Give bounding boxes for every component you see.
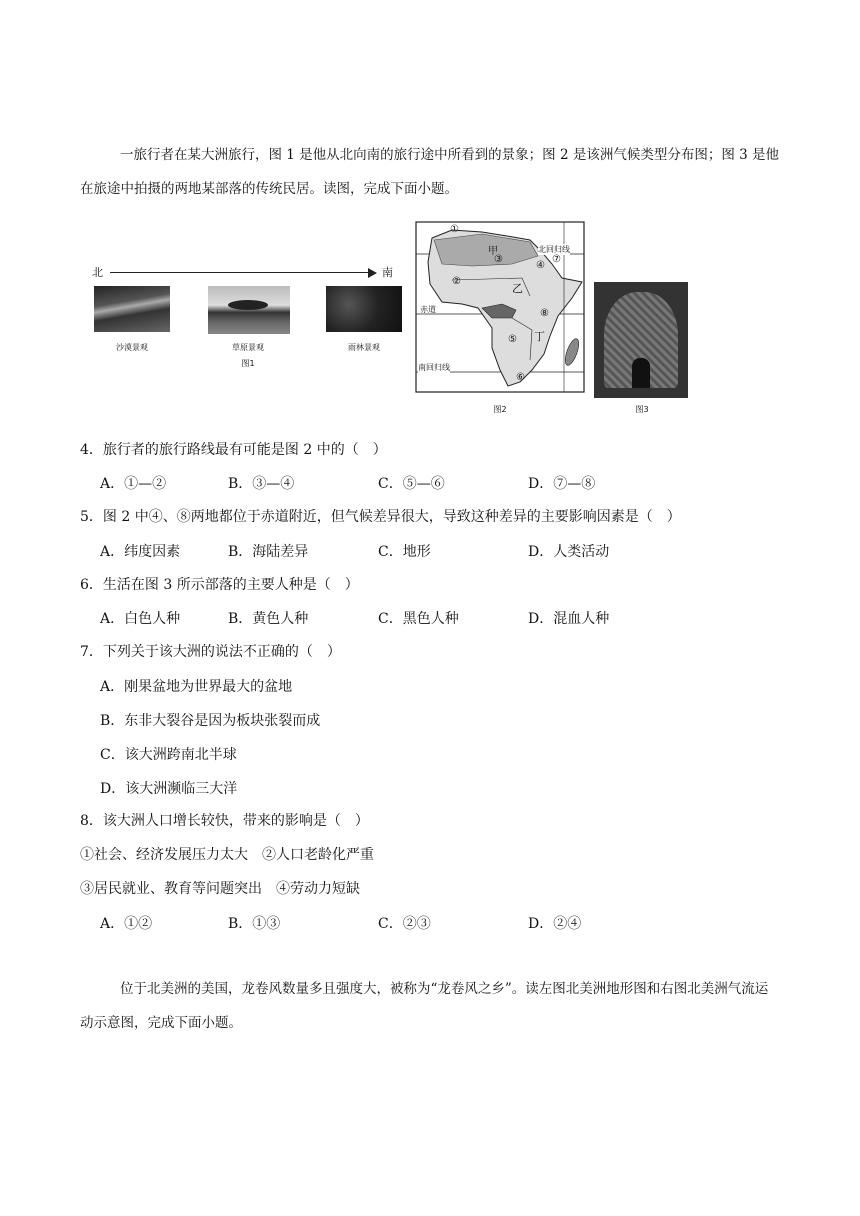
q7-option-b[interactable]: B．东非大裂谷是因为板块张裂而成 (100, 713, 321, 729)
q5-option-c[interactable]: C．地形 (378, 544, 431, 560)
marker-7: ⑦ (552, 254, 561, 265)
q8-option-a[interactable]: A．①② (100, 916, 153, 932)
figure-1-label: 图1 (241, 359, 255, 368)
region-yi-label: 乙 (512, 282, 523, 295)
q6-option-a[interactable]: A．白色人种 (100, 611, 181, 627)
rainforest-photo (326, 286, 402, 332)
figure-1 (92, 262, 402, 382)
q8-option-b[interactable]: B．①③ (228, 916, 281, 932)
figure-3 (594, 282, 690, 418)
north-label: 北 (92, 266, 103, 279)
hut-photo (594, 282, 688, 398)
marker-6: ⑥ (516, 372, 525, 383)
marker-5: ⑤ (508, 334, 517, 345)
question-7-stem: 7．下列关于该大洲的说法不正确的（ ） (80, 644, 341, 660)
figure-3-label: 图3 (635, 405, 649, 414)
south-label: 南 (382, 266, 393, 279)
marker-8: ⑧ (540, 308, 549, 319)
grassland-photo (208, 286, 290, 334)
figure-2 (412, 220, 588, 418)
region-jia-label: 甲 (488, 246, 498, 257)
q5-option-d[interactable]: D．人类活动 (528, 544, 610, 560)
q7-option-d[interactable]: D．该大洲濒临三大洋 (100, 781, 238, 797)
q5-option-a[interactable]: A．纬度因素 (100, 544, 181, 560)
figure-2-label: 图2 (493, 405, 507, 414)
q7-option-c[interactable]: C．该大洲跨南北半球 (100, 747, 237, 763)
equator-label: 赤道 (420, 305, 436, 314)
q8-statement-line-1: ①社会、经济发展压力太大 ②人口老龄化严重 (80, 847, 374, 863)
marker-3: ③ (494, 254, 503, 265)
q6-option-c[interactable]: C．黑色人种 (378, 611, 459, 627)
marker-4: ④ (536, 260, 545, 271)
q8-option-d[interactable]: D．②④ (528, 916, 582, 932)
tropic-south-label: 南回归线 (418, 363, 450, 372)
q4-option-d[interactable]: D．⑦—⑧ (528, 476, 596, 492)
question-6-stem: 6．生活在图 3 所示部落的主要人种是（ ） (80, 577, 359, 593)
question-8-stem: 8．该大洲人口增长较快，带来的影响是（ ） (80, 813, 369, 829)
arrow-head-icon (368, 268, 377, 278)
grassland-caption: 草原景观 (232, 343, 264, 352)
q6-option-d[interactable]: D．混血人种 (528, 611, 610, 627)
q7-option-a[interactable]: A．刚果盆地为世界最大的盆地 (100, 679, 293, 695)
marker-1: ① (450, 224, 459, 235)
q8-option-c[interactable]: C．②③ (378, 916, 431, 932)
intro-paragraph-1: 一旅行者在某大洲旅行，图 1 是他从北向南的旅行途中所看到的景象；图 2 是该洲气候类型分布图；图 3 是他在旅途中拍摄的两地某部落的传统民居。读图，完成下面小题。 (80, 147, 780, 197)
question-4-stem: 4．旅行者的旅行路线最有可能是图 2 中的（ ） (80, 442, 387, 458)
q4-option-b[interactable]: B．③—④ (228, 476, 295, 492)
q8-statement-line-2: ③居民就业、教育等问题突出 ④劳动力短缺 (80, 881, 360, 897)
q4-option-a[interactable]: A．①—② (100, 476, 167, 492)
region-ding-label: 丁 (534, 330, 545, 343)
desert-caption: 沙漠景观 (116, 343, 148, 352)
tropic-north-label: 北回归线 (538, 245, 570, 254)
desert-photo (94, 286, 170, 332)
q4-option-c[interactable]: C．⑤—⑥ (378, 476, 445, 492)
direction-arrow (110, 272, 372, 273)
question-5-stem: 5．图 2 中④、⑧两地都位于赤道附近，但气候差异很大，导致这种差异的主要影响因素是（ ） (80, 509, 681, 525)
q6-option-b[interactable]: B．黄色人种 (228, 611, 309, 627)
rainforest-caption: 雨林景观 (348, 343, 380, 352)
intro-paragraph-2: 位于北美洲的美国，龙卷风数量多且强度大，被称为“龙卷风之乡”。读左图北美洲地形图和右图北美洲气流运动示意图，完成下面小题。 (80, 981, 769, 1031)
marker-2: ② (452, 276, 461, 287)
q5-option-b[interactable]: B．海陆差异 (228, 544, 309, 560)
